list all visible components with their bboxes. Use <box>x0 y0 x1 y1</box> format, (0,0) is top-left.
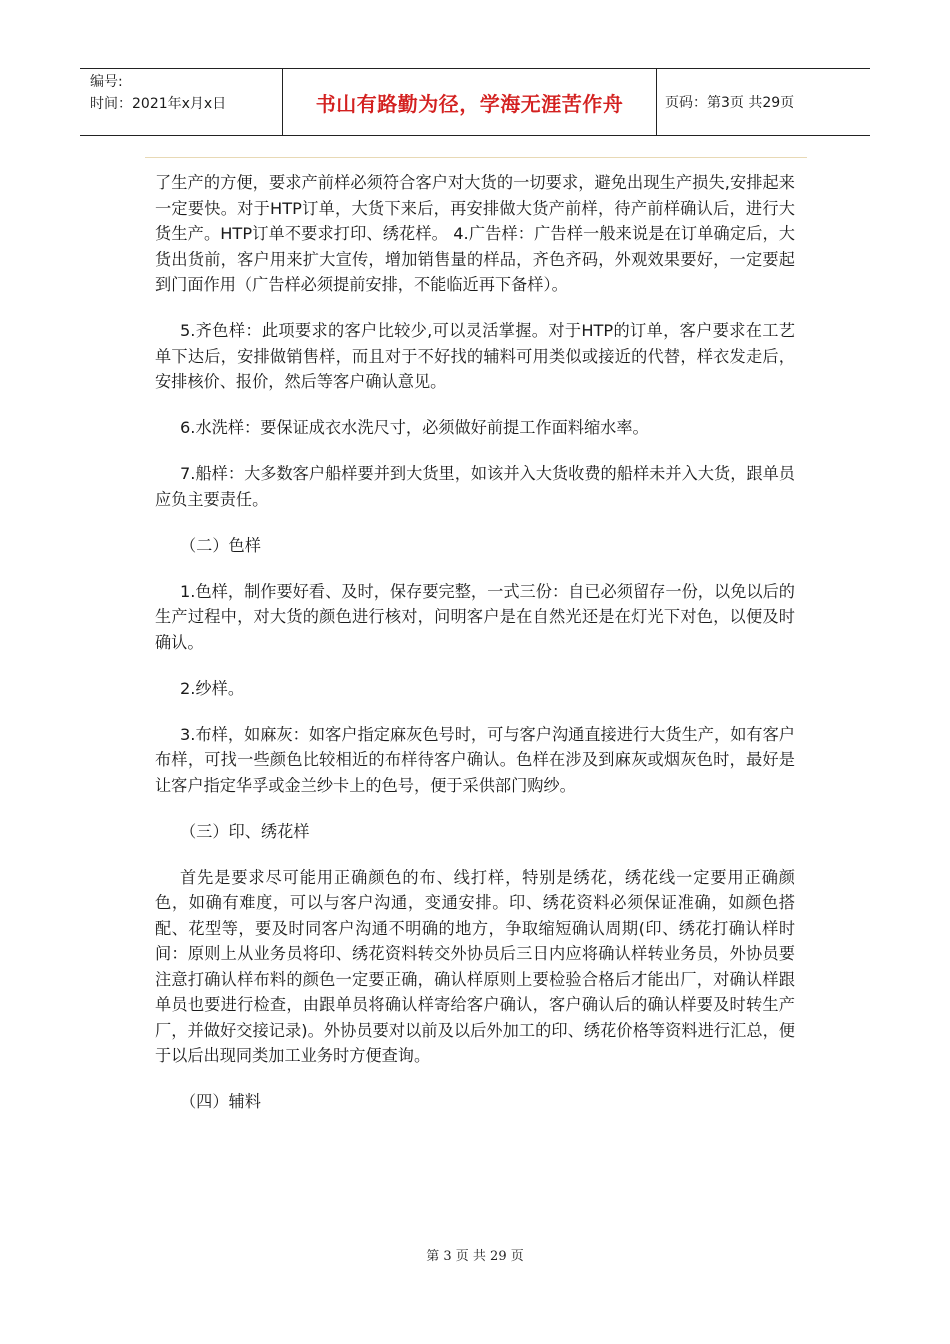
paragraph: 2.纱样。 <box>180 678 245 698</box>
paragraph: 6.水洗样：要保证成衣水洗尺寸，必须做好前提工作面料缩水率。 <box>180 418 649 437</box>
paragraph: 5.齐色样：此项要求的客户比较少,可以灵活掌握。对于HTP的订单，客户要求在工艺单下达后，安排做销售样，而且对于不好找的辅料可用类似或接近的代替，样衣发走后，安排核价、报价，然后等客户确认意见。 <box>155 321 795 391</box>
section-heading: （四）辅料 <box>180 1092 261 1111</box>
document-body <box>155 170 795 1135</box>
page-footer <box>0 1245 950 1264</box>
motto-text: 书山有路勤为径，学海无涯苦作舟 <box>315 91 624 116</box>
paragraph: 3.布样，如麻灰：如客户指定麻灰色号时，可与客户沟通直接进行大货生产，如有客户布样，可找一些颜色比较相近的布样待客户确认。色样在涉及到麻灰或烟灰色时，最好是让客户指定华孚或金兰纱卡上的色号，便于采供部门购纱。 <box>155 724 795 795</box>
section-heading: （三）印、绣花样 <box>180 821 310 841</box>
footer-page-number: 第 3 页 共 29 页 <box>426 1249 524 1264</box>
paragraph: 首先是要求尽可能用正确颜色的布、线打样，特别是绣花，绣花线一定要用正确颜色，如确有难度，可以与客户沟通，变通安排。印、绣花资料必须保证准确，如颜色搭配、花型等，要及时同客户沟通不明确的地方，争取缩短确认周期(印、绣花打确认样时间：原则上从业务员将印、绣花资料转交外协员后三日内应将确认样转业务员，外协员要注意打确认样布料的颜色一定要正确，确认样原则上要检验合格后才能出厂，对确认样跟单员也要进行检查，由跟单员将确认样寄给客户确认，客户确认后的确认样要及时转生产厂，并做好交接记录)。外协员要对以前及以后外加工的印、绣花价格等资料进行汇总，便于以后出现同类加工业务时方便查询。 <box>155 867 795 1065</box>
section-heading: （二）色样 <box>180 535 261 555</box>
page-header <box>80 68 870 136</box>
header-motto <box>283 69 657 135</box>
document-number-label: 编号: <box>90 74 123 90</box>
paragraph: 7.船样：大多数客户船样要并到大货里，如该并入大货收费的船样未并入大货，跟单员应负主要责任。 <box>155 464 795 509</box>
header-page-info <box>657 69 870 135</box>
document-date: 时间：2021年x月x日 <box>90 96 227 112</box>
header-meta <box>80 69 283 135</box>
page-info-text: 页码：第3页 共29页 <box>665 95 795 111</box>
paragraph: 了生产的方便，要求产前样必须符合客户对大货的一切要求，避免出现生产损失,安排起来一定要快。对于HTP订单，大货下来后，再安排做大货产前样，待产前样确认后，进行大货生产。HTP订单不要求打印、绣花样。 4.广告样：广告样一般来说是在订单确定后，大货出货前，客户用来扩大宣传，增加销售量的样品，齐色齐码，外观效果要好，一定要起到门面作用（广告样必须提前安排，不能临近再下备样）。 <box>155 173 795 294</box>
divider-rule <box>145 157 807 158</box>
paragraph: 1.色样，制作要好看、及时，保存要完整，一式三份：自已必须留存一份，以免以后的生产过程中，对大货的颜色进行核对，问明客户是在自然光还是在灯光下对色，以便及时确认。 <box>155 581 795 652</box>
